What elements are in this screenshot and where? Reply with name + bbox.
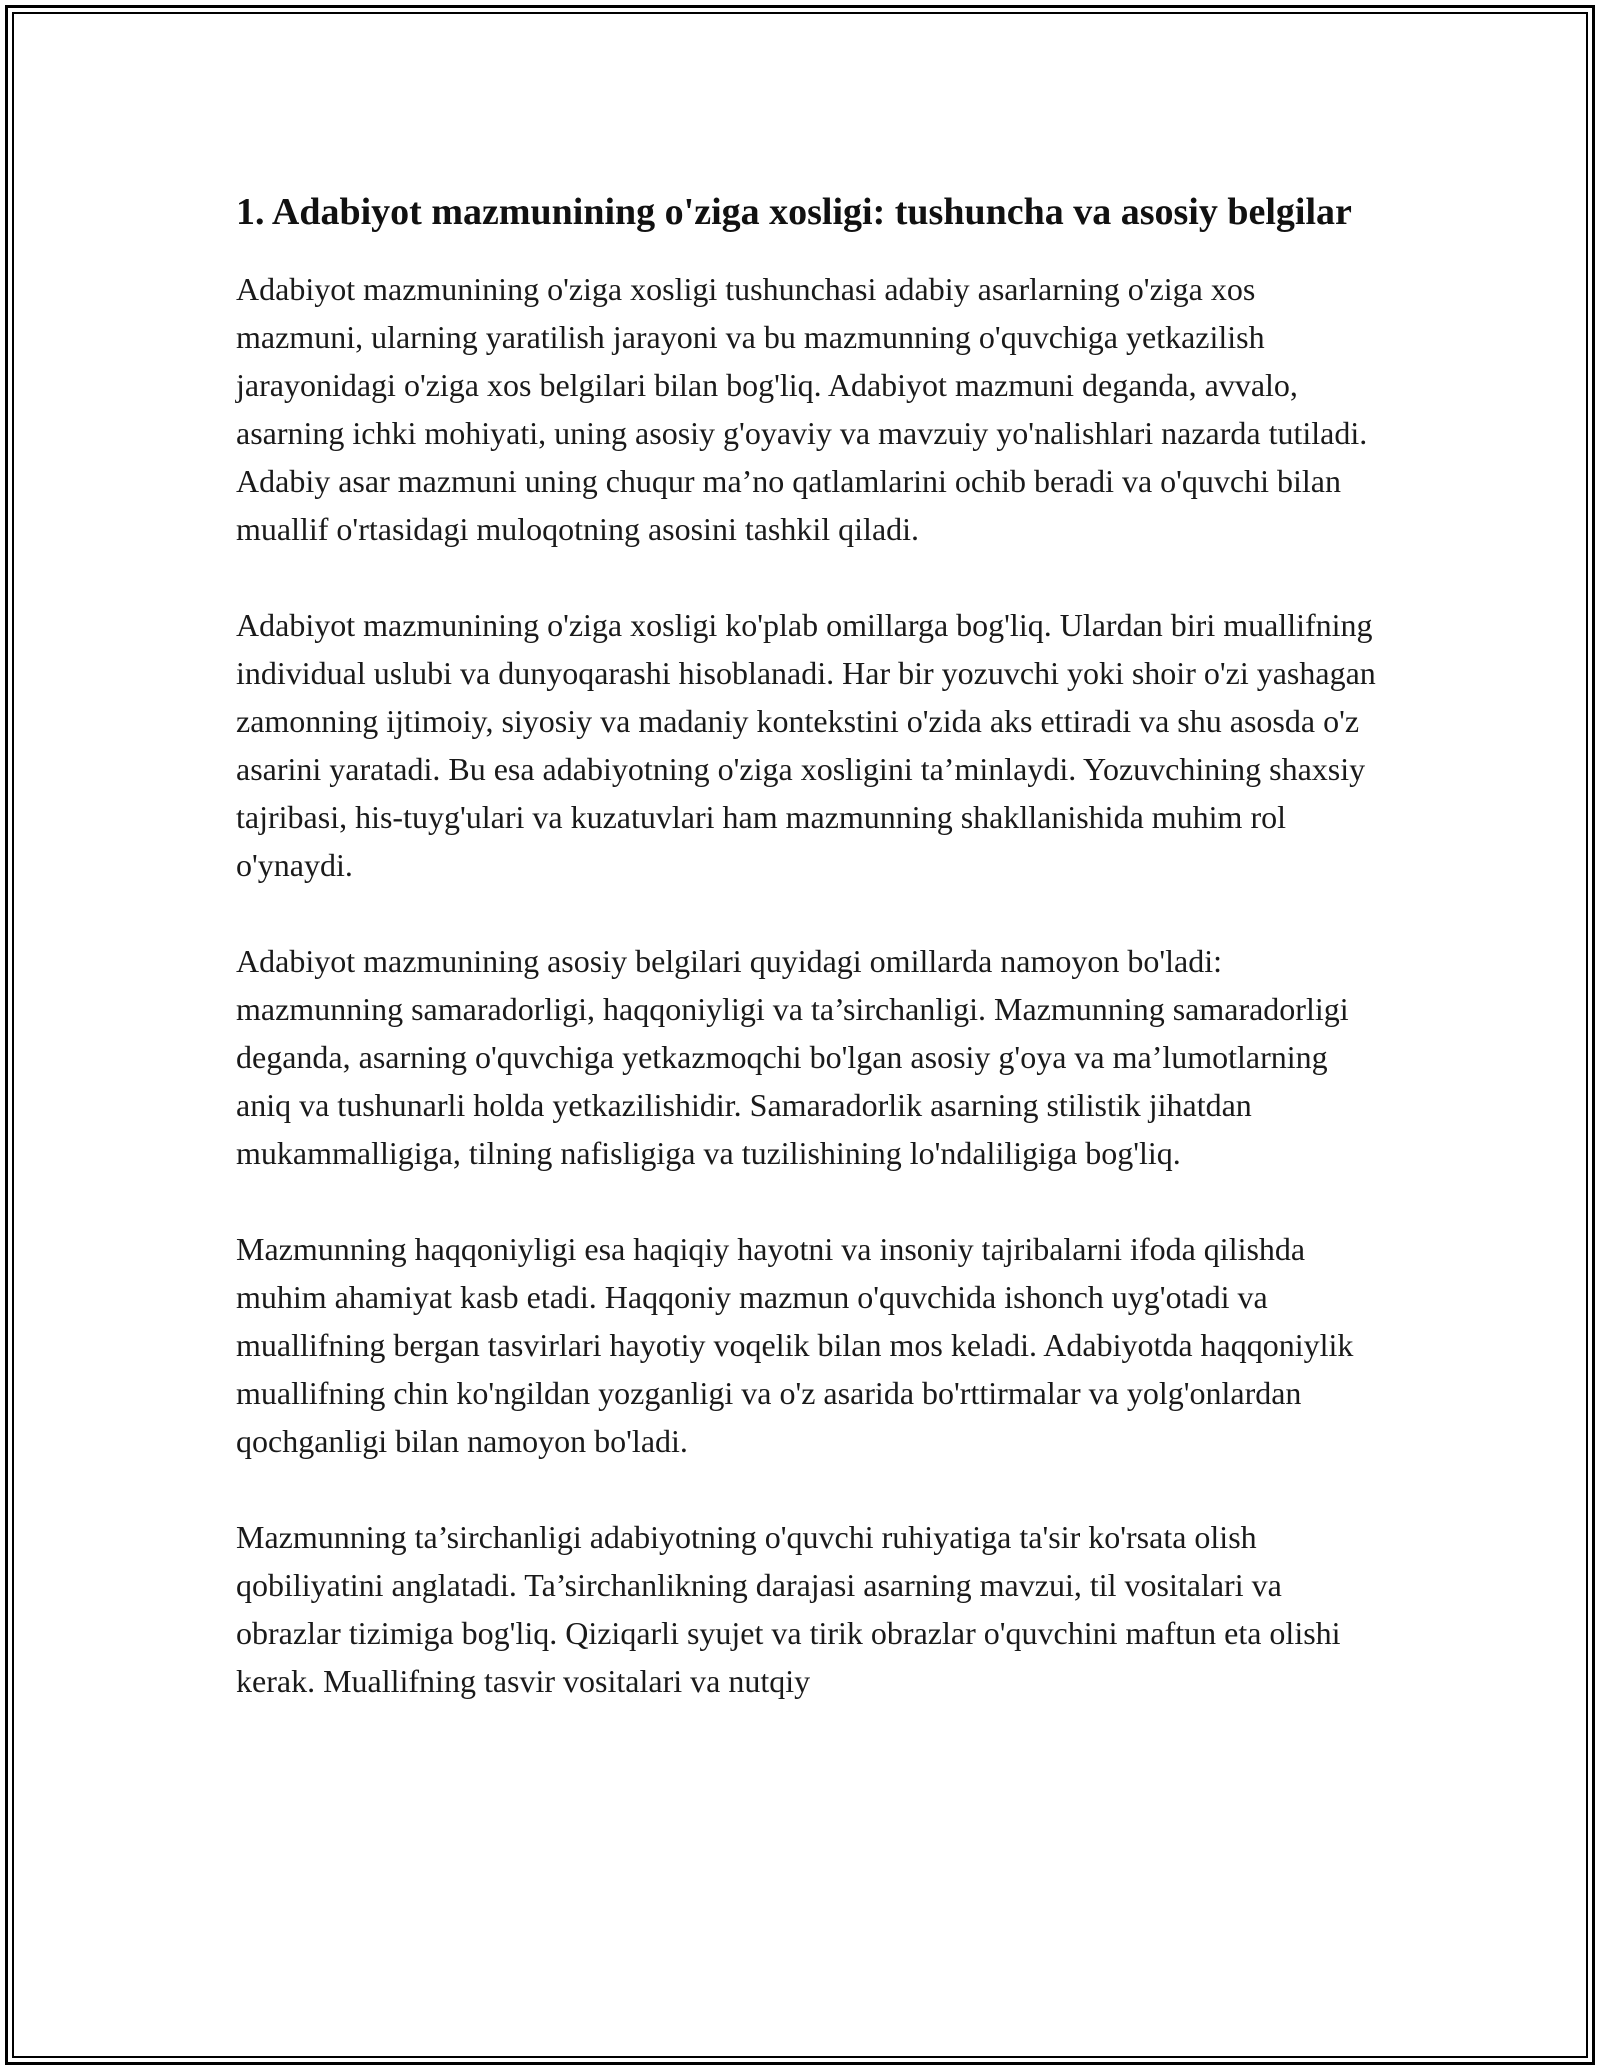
paragraph-3: Adabiyot mazmunining asosiy belgilari quyidagi omillarda namoyon bo'ladi: mazmunning samaradorligi, haqqoniyligi va ta’sirchanligi. Mazmunning samaradorligi deganda, asarning o'quvchiga yetkazmoqchi bo'lgan asosiy g'oya va ma’lumotlarning aniq va tushunarli holda yetkazilishidir. Samaradorlik asarning stilistik jihatdan mukammalligiga, tilning nafisligiga va tuzilishining lo'ndaliligiga bog'liq. (236, 943, 1349, 1171)
document-body (236, 185, 1376, 1753)
paragraph-1: Adabiyot mazmunining o'ziga xosligi tushunchasi adabiy asarlarning o'ziga xos mazmuni, ularning yaratilish jarayoni va bu mazmunning o'quvchiga yetkazilish jarayonidagi o'ziga xos belgilari bilan bog'liq. Adabiyot mazmuni deganda, avvalo, asarning ichki mohiyati, uning asosiy g'oyaviy va mavzuiy yo'nalishlari nazarda tutiladi. Adabiy asar mazmuni uning chuqur ma’no qatlamlarini ochib beradi va o'quvchi bilan muallif o'rtasidagi muloqotning asosini tashkil qiladi. (236, 271, 1368, 547)
paragraph-4: Mazmunning haqqoniyligi esa haqiqiy hayotni va insoniy tajribalarni ifoda qilishda muhim ahamiyat kasb etadi. Haqqoniy mazmun o'quvchida ishonch uyg'otadi va muallifning bergan tasvirlari hayotiy voqelik bilan mos keladi. Adabiyotda haqqoniylik muallifning chin ko'ngildan yozganligi va o'z asarida bo'rttirmalar va yolg'onlardan qochganligi bilan namoyon bo'ladi. (236, 1231, 1354, 1459)
paragraph-2: Adabiyot mazmunining o'ziga xosligi ko'plab omillarga bog'liq. Ulardan biri muallifning individual uslubi va dunyoqarashi hisoblanadi. Har bir yozuvchi yoki shoir o'zi yashagan zamonning ijtimoiy, siyosiy va madaniy kontekstini o'zida aks ettiradi va shu asosda o'z asarini yaratadi. Bu esa adabiyotning o'ziga xosligini ta’minlaydi. Yozuvchining shaxsiy tajribasi, his-tuyg'ulari va kuzatuvlari ham mazmunning shakllanishida muhim rol o'ynaydi. (236, 607, 1376, 883)
section-heading: 1. Adabiyot mazmunining o'ziga xosligi: tushuncha va asosiy belgilar (236, 191, 1352, 233)
paragraph-5: Mazmunning ta’sirchanligi adabiyotning o'quvchi ruhiyatiga ta'sir ko'rsata olish qobiliyatini anglatadi. Ta’sirchanlikning darajasi asarning mavzui, til vositalari va obrazlar tizimiga bog'liq. Qiziqarli syujet va tirik obrazlar o'quvchini maftun eta olishi kerak. Muallifning tasvir vositalari va nutqiy (236, 1519, 1341, 1699)
